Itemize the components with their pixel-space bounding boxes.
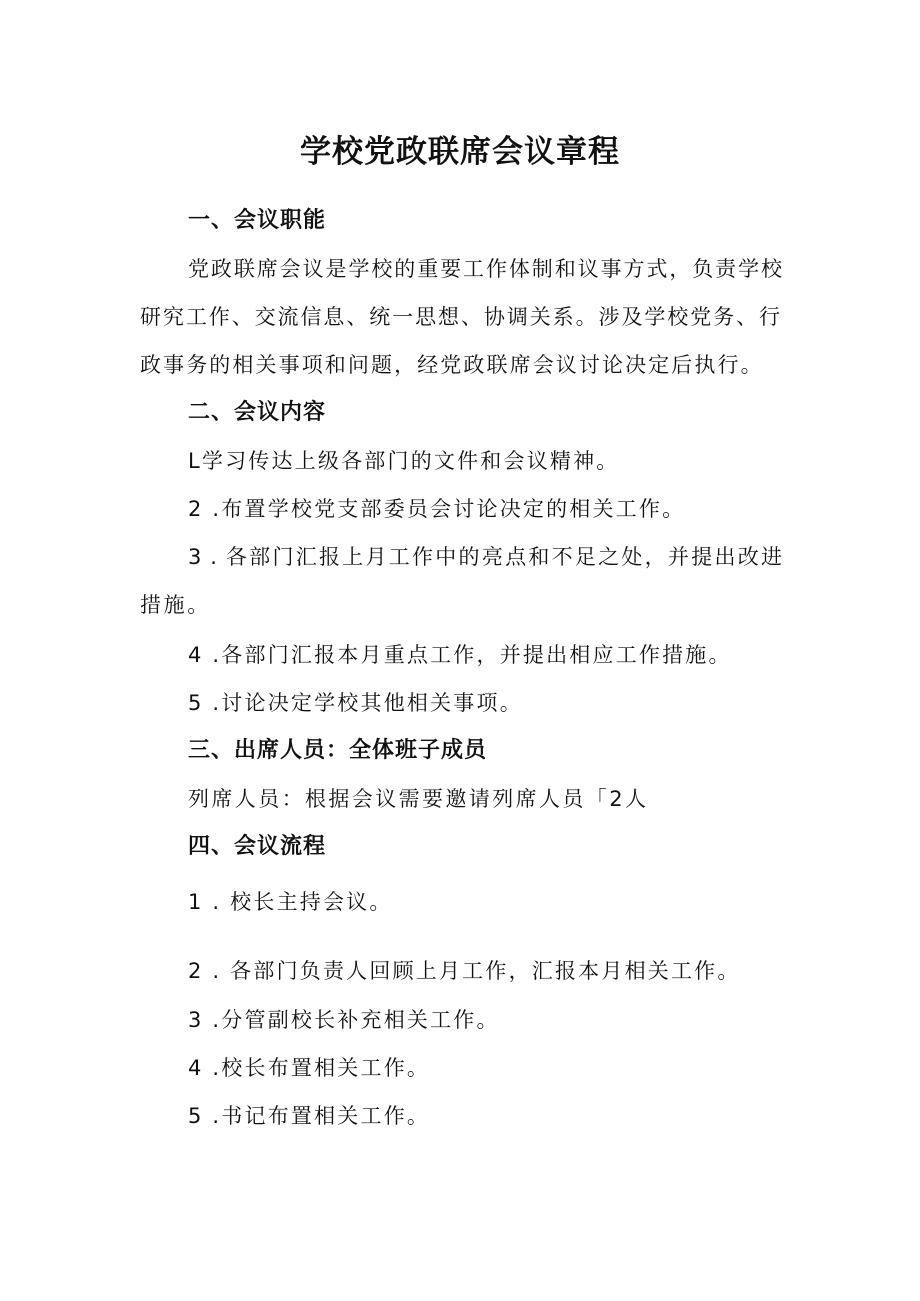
list-item-continuation: 措施。 <box>140 593 211 617</box>
section-heading-process: 四、会议流程 <box>188 834 327 859</box>
list-item: 4 .各部门汇报本月重点工作，并提出相应工作措施。 <box>188 643 732 667</box>
list-item: 2 .布置学校党支部委员会讨论决定的相关工作。 <box>188 497 686 521</box>
list-item: 1 . 校长主持会议。 <box>188 890 393 914</box>
list-item: 2 . 各部门负责人回顾上月工作，汇报本月相关工作。 <box>188 959 741 983</box>
section-heading-content: 二、会议内容 <box>188 400 327 425</box>
document-title: 学校党政联席会议章程 <box>300 134 620 170</box>
paragraph-line: 研究工作、交流信息、统一思想、协调关系。涉及学校党务、行 <box>140 305 780 329</box>
list-item: L学习传达上级各部门的文件和会议精神。 <box>188 449 620 473</box>
list-item: 3 . 各部门汇报上月工作中的亮点和不足之处，并提出改进 <box>188 545 782 569</box>
list-item: 3 .分管副校长补充相关工作。 <box>188 1008 500 1032</box>
paragraph-line: 党政联席会议是学校的重要工作体制和议事方式，负责学校 <box>188 257 782 281</box>
list-item: 5 .讨论决定学校其他相关事项。 <box>188 691 523 715</box>
section-heading-functions: 一、会议职能 <box>188 208 327 233</box>
list-item: 4 .校长布置相关工作。 <box>188 1056 431 1080</box>
attendees-line: 列席人员：根据会议需要邀请列席人员「2人 <box>188 787 649 811</box>
paragraph-line: 政事务的相关事项和问题，经党政联席会议讨论决定后执行。 <box>140 353 764 377</box>
section-heading-attendees: 三、出席人员：全体班子成员 <box>188 738 488 763</box>
list-item: 5 .书记布置相关工作。 <box>188 1104 431 1128</box>
